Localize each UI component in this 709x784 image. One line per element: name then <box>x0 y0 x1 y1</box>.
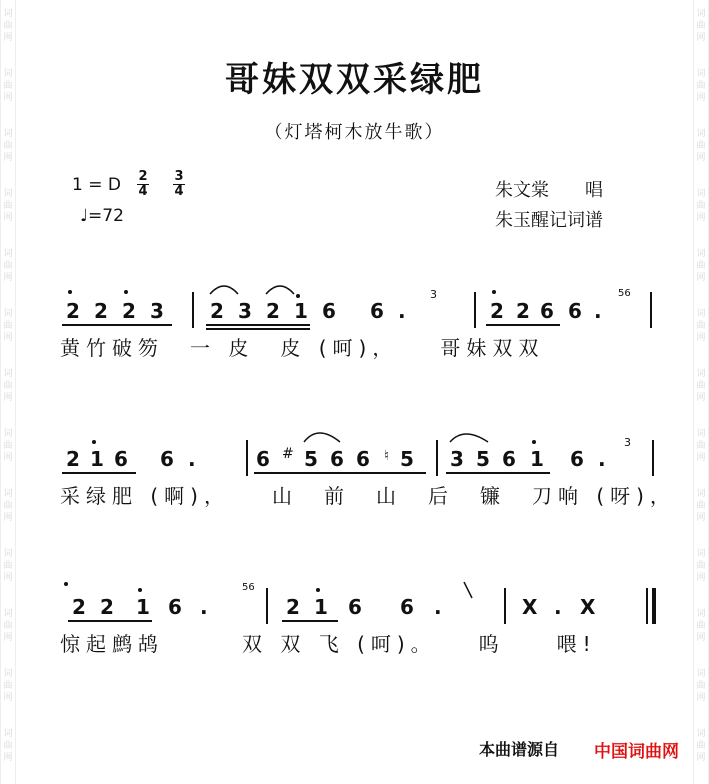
watermark-text: 词 曲 网 <box>3 669 13 703</box>
song-subtitle: （灯塔柯木放牛歌） <box>264 122 445 143</box>
svg-text:6: 6 <box>568 299 582 323</box>
watermark-text: 词 曲 网 <box>3 309 13 343</box>
svg-text:1: 1 <box>294 299 308 323</box>
watermark-text: 词 曲 网 <box>696 189 706 223</box>
watermark-text: 词 曲 网 <box>696 129 706 163</box>
watermark-text: 词 曲 网 <box>696 609 706 643</box>
watermark-text: 词 曲 网 <box>3 729 13 763</box>
watermark-text: 词 曲 网 <box>3 9 13 43</box>
svg-text:.: . <box>598 447 606 471</box>
watermark-text: 词 曲 网 <box>3 489 13 523</box>
watermark-text: 词 曲 网 <box>696 369 706 403</box>
svg-text:6: 6 <box>502 447 516 471</box>
svg-text:2: 2 <box>66 299 80 323</box>
svg-text:1: 1 <box>530 447 544 471</box>
svg-text:3: 3 <box>430 288 437 301</box>
watermark-text: 词 曲 网 <box>696 69 706 103</box>
svg-text:6: 6 <box>114 447 128 471</box>
watermark-text: 词 曲 网 <box>3 609 13 643</box>
watermark-text: 词 曲 网 <box>696 309 706 343</box>
svg-text:6: 6 <box>400 595 414 619</box>
watermark-text: 词 曲 网 <box>3 69 13 103</box>
source-label: 本曲谱源自 <box>478 740 559 759</box>
key-signature <box>72 170 185 199</box>
svg-text:6: 6 <box>256 447 270 471</box>
svg-text:6: 6 <box>356 447 370 471</box>
svg-text:5: 5 <box>400 447 414 471</box>
svg-text:2: 2 <box>286 595 300 619</box>
svg-text:56: 56 <box>242 582 255 593</box>
svg-text:X: X <box>580 595 596 619</box>
svg-text:.: . <box>554 595 562 619</box>
svg-text:2: 2 <box>72 595 86 619</box>
svg-text:5: 5 <box>476 447 490 471</box>
svg-text:6: 6 <box>160 447 174 471</box>
svg-text:2: 2 <box>266 299 280 323</box>
lyrics-line-3: 惊起鹧鸪 双 双 飞 (呵)。 呜 喂! <box>60 632 597 656</box>
svg-text:1: 1 <box>136 595 150 619</box>
svg-text:2: 2 <box>122 299 136 323</box>
svg-text:2: 2 <box>100 595 114 619</box>
svg-text:6: 6 <box>570 447 584 471</box>
svg-text:2: 2 <box>94 299 108 323</box>
svg-text:5: 5 <box>304 447 318 471</box>
svg-text:6: 6 <box>348 595 362 619</box>
svg-text:.: . <box>398 299 406 323</box>
svg-text:3: 3 <box>238 299 252 323</box>
svg-text:.: . <box>434 595 442 619</box>
svg-text:2: 2 <box>210 299 224 323</box>
watermark-text: 词 曲 网 <box>696 729 706 763</box>
lyrics-line-1: 黄竹破笏 一 皮 皮 (呵)， 哥妹双双 <box>60 336 545 360</box>
recorder-credit: 朱玉醒记词谱 <box>495 210 603 231</box>
singer-credit: 朱文棠 唱 <box>495 180 603 201</box>
watermark-text: 词 曲 网 <box>696 489 706 523</box>
watermark-text: 词 曲 网 <box>696 429 706 463</box>
score-line-1 <box>60 270 660 380</box>
meter-2-4: $\frac{2}{4}$ <box>138 169 148 199</box>
svg-text:.: . <box>594 299 602 323</box>
svg-text:2: 2 <box>490 299 504 323</box>
score-line-2 <box>60 418 676 528</box>
svg-text:6: 6 <box>540 299 554 323</box>
svg-text:1: 1 <box>314 595 328 619</box>
key-label: 1 = D <box>72 174 121 195</box>
svg-text:3: 3 <box>624 436 631 449</box>
source-site-link[interactable]: 中国词曲网 <box>594 742 679 762</box>
watermark-text: 词 曲 网 <box>696 669 706 703</box>
song-title: 哥妹双双采绿肥 <box>225 60 484 100</box>
svg-text:3: 3 <box>450 447 464 471</box>
svg-text:6: 6 <box>330 447 344 471</box>
score-line-1-notation <box>60 270 660 330</box>
svg-text:1: 1 <box>90 447 104 471</box>
svg-text:6: 6 <box>168 595 182 619</box>
svg-text:X: X <box>522 595 538 619</box>
lyrics-line-2: 采绿肥 (啊)， 山 前 山 后 镰 刀响 (呀)， <box>60 484 676 508</box>
watermark-text: 词 曲 网 <box>3 129 13 163</box>
score-line-2-notation <box>60 418 660 478</box>
meter-3-4: $\frac{3}{4}$ <box>174 169 184 199</box>
watermark-text: 词 曲 网 <box>3 189 13 223</box>
watermark-text: 词 曲 网 <box>3 369 13 403</box>
watermark-text: 词 曲 网 <box>696 549 706 583</box>
watermark-text: 词 曲 网 <box>3 429 13 463</box>
svg-text:2: 2 <box>516 299 530 323</box>
watermark-text: 词 曲 网 <box>696 9 706 43</box>
svg-text:6: 6 <box>322 299 336 323</box>
watermark-text: 词 曲 网 <box>696 249 706 283</box>
score-line-3 <box>60 566 660 676</box>
svg-text:.: . <box>188 447 196 471</box>
watermark-text: 词 曲 网 <box>3 249 13 283</box>
watermark-text: 词 曲 网 <box>3 549 13 583</box>
svg-text:.: . <box>200 595 208 619</box>
score-line-3-notation <box>60 566 660 626</box>
quarter-note-icon: ♩ <box>80 206 89 226</box>
svg-text:3: 3 <box>150 299 164 323</box>
svg-text:56: 56 <box>618 288 631 299</box>
svg-text:2: 2 <box>66 447 80 471</box>
svg-text:#: # <box>282 446 294 462</box>
svg-text:6: 6 <box>370 299 384 323</box>
tempo-marking: ♩=72 <box>80 206 124 226</box>
svg-text:♮: ♮ <box>384 448 390 464</box>
